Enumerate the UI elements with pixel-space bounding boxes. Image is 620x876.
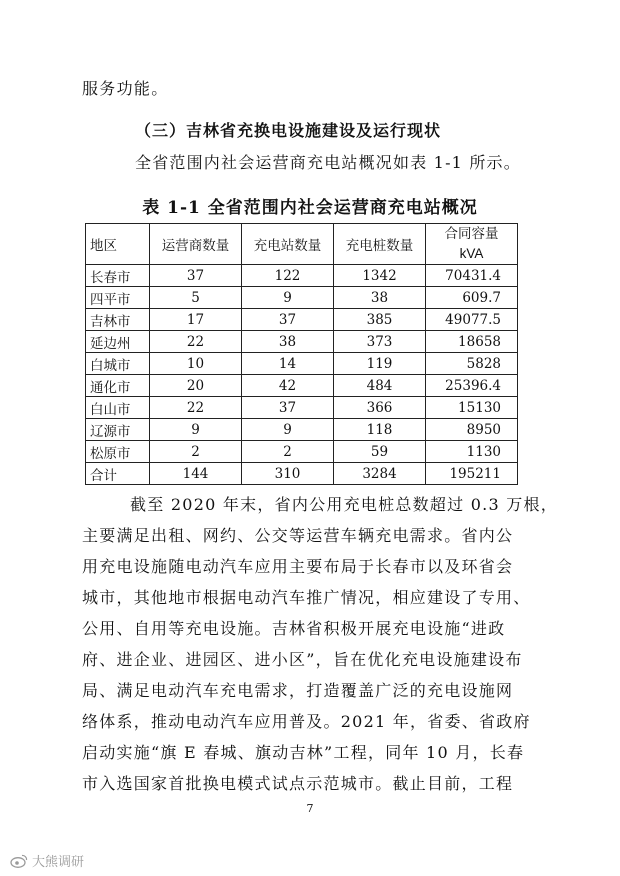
top-line: 服务功能。 bbox=[82, 79, 169, 98]
header-region: 地区 bbox=[86, 224, 150, 265]
paragraph-line: 主要满足出租、网约、公交等运营车辆充电需求。省内公 bbox=[82, 526, 514, 545]
table-row bbox=[86, 331, 518, 353]
cell-piles: 59 bbox=[334, 441, 426, 463]
cell-operators: 37 bbox=[150, 265, 242, 287]
cell-operators: 22 bbox=[150, 331, 242, 353]
cell-stations: 310 bbox=[242, 463, 334, 485]
cell-capacity: 15130 bbox=[426, 397, 518, 419]
cell-capacity: 195211 bbox=[426, 463, 518, 485]
table-row bbox=[86, 287, 518, 309]
cell-piles: 373 bbox=[334, 331, 426, 353]
cell-piles: 385 bbox=[334, 309, 426, 331]
cell-stations: 38 bbox=[242, 331, 334, 353]
cell-capacity: 49077.5 bbox=[426, 309, 518, 331]
cell-region: 延边州 bbox=[86, 331, 150, 353]
table-row bbox=[86, 441, 518, 463]
table-row bbox=[86, 309, 518, 331]
header-capacity-unit: kVA bbox=[459, 246, 484, 261]
cell-piles: 118 bbox=[334, 419, 426, 441]
cell-piles: 1342 bbox=[334, 265, 426, 287]
cell-piles: 119 bbox=[334, 353, 426, 375]
paragraph-line: 启动实施“旗 E 春城、旗动吉林”工程，同年 10 月，长春 bbox=[82, 743, 525, 762]
table-header-row bbox=[86, 224, 518, 265]
paragraph-line: 络体系，推动电动汽车应用普及。2021 年，省委、省政府 bbox=[82, 712, 531, 731]
table-caption: 表 1-1 全省范围内社会运营商充电站概况 bbox=[142, 198, 478, 218]
cell-capacity: 18658 bbox=[426, 331, 518, 353]
cell-operators: 2 bbox=[150, 441, 242, 463]
cell-piles: 484 bbox=[334, 375, 426, 397]
cell-region: 白山市 bbox=[86, 397, 150, 419]
header-piles: 充电桩数量 bbox=[334, 224, 426, 265]
paragraph-line: 市入选国家首批换电模式试点示范城市。截止目前，工程 bbox=[82, 774, 514, 793]
table-row bbox=[86, 353, 518, 375]
header-operators: 运营商数量 bbox=[150, 224, 242, 265]
cell-region: 合计 bbox=[86, 463, 150, 485]
cell-stations: 42 bbox=[242, 375, 334, 397]
cell-stations: 14 bbox=[242, 353, 334, 375]
header-capacity-label: 合同容量 bbox=[444, 226, 499, 242]
header-stations: 充电站数量 bbox=[242, 224, 334, 265]
cell-capacity: 8950 bbox=[426, 419, 518, 441]
cell-stations: 37 bbox=[242, 397, 334, 419]
paragraph-line: 城市，其他地市根据电动汽车推广情况，相应建设了专用、 bbox=[82, 588, 531, 607]
page-number: 7 bbox=[306, 802, 314, 815]
cell-stations: 9 bbox=[242, 419, 334, 441]
cell-region: 吉林市 bbox=[86, 309, 150, 331]
cell-region: 白城市 bbox=[86, 353, 150, 375]
cell-operators: 17 bbox=[150, 309, 242, 331]
cell-operators: 9 bbox=[150, 419, 242, 441]
cell-capacity: 5828 bbox=[426, 353, 518, 375]
cell-piles: 3284 bbox=[334, 463, 426, 485]
intro-text: 全省范围内社会运营商充电站概况如表 1-1 所示。 bbox=[135, 153, 521, 172]
weibo-icon bbox=[10, 854, 28, 868]
cell-stations: 122 bbox=[242, 265, 334, 287]
paragraph-line: 截至 2020 年末，省内公用充电桩总数超过 0.3 万根， bbox=[130, 495, 559, 514]
cell-region: 通化市 bbox=[86, 375, 150, 397]
cell-stations: 9 bbox=[242, 287, 334, 309]
table-row bbox=[86, 375, 518, 397]
watermark-text: 大熊调研 bbox=[32, 855, 85, 870]
cell-stations: 2 bbox=[242, 441, 334, 463]
cell-region: 松原市 bbox=[86, 441, 150, 463]
cell-operators: 144 bbox=[150, 463, 242, 485]
cell-region: 辽源市 bbox=[86, 419, 150, 441]
cell-operators: 20 bbox=[150, 375, 242, 397]
table-row bbox=[86, 397, 518, 419]
table-total-row bbox=[86, 463, 518, 485]
cell-operators: 5 bbox=[150, 287, 242, 309]
cell-piles: 38 bbox=[334, 287, 426, 309]
cell-region: 四平市 bbox=[86, 287, 150, 309]
table-row bbox=[86, 419, 518, 441]
charging-station-table bbox=[85, 223, 518, 485]
cell-capacity: 70431.4 bbox=[426, 265, 518, 287]
paragraph-line: 公用、自用等充电设施。吉林省积极开展充电设施“进政 bbox=[82, 619, 506, 638]
watermark bbox=[10, 851, 84, 870]
cell-piles: 366 bbox=[334, 397, 426, 419]
cell-operators: 10 bbox=[150, 353, 242, 375]
cell-capacity: 609.7 bbox=[426, 287, 518, 309]
table-row bbox=[86, 265, 518, 287]
paragraph-line: 府、进企业、进园区、进小区”，旨在优化充电设施建设布 bbox=[82, 650, 523, 669]
header-capacity bbox=[426, 224, 518, 265]
paragraph-line: 局、满足电动汽车充电需求，打造覆盖广泛的充电设施网 bbox=[82, 681, 514, 700]
cell-capacity: 25396.4 bbox=[426, 375, 518, 397]
cell-capacity: 1130 bbox=[426, 441, 518, 463]
section-heading: （三）吉林省充换电设施建设及运行现状 bbox=[135, 121, 442, 140]
paragraph-line: 用充电设施随电动汽车应用主要布局于长春市以及环省会 bbox=[82, 557, 514, 576]
cell-stations: 37 bbox=[242, 309, 334, 331]
cell-region: 长春市 bbox=[86, 265, 150, 287]
cell-operators: 22 bbox=[150, 397, 242, 419]
